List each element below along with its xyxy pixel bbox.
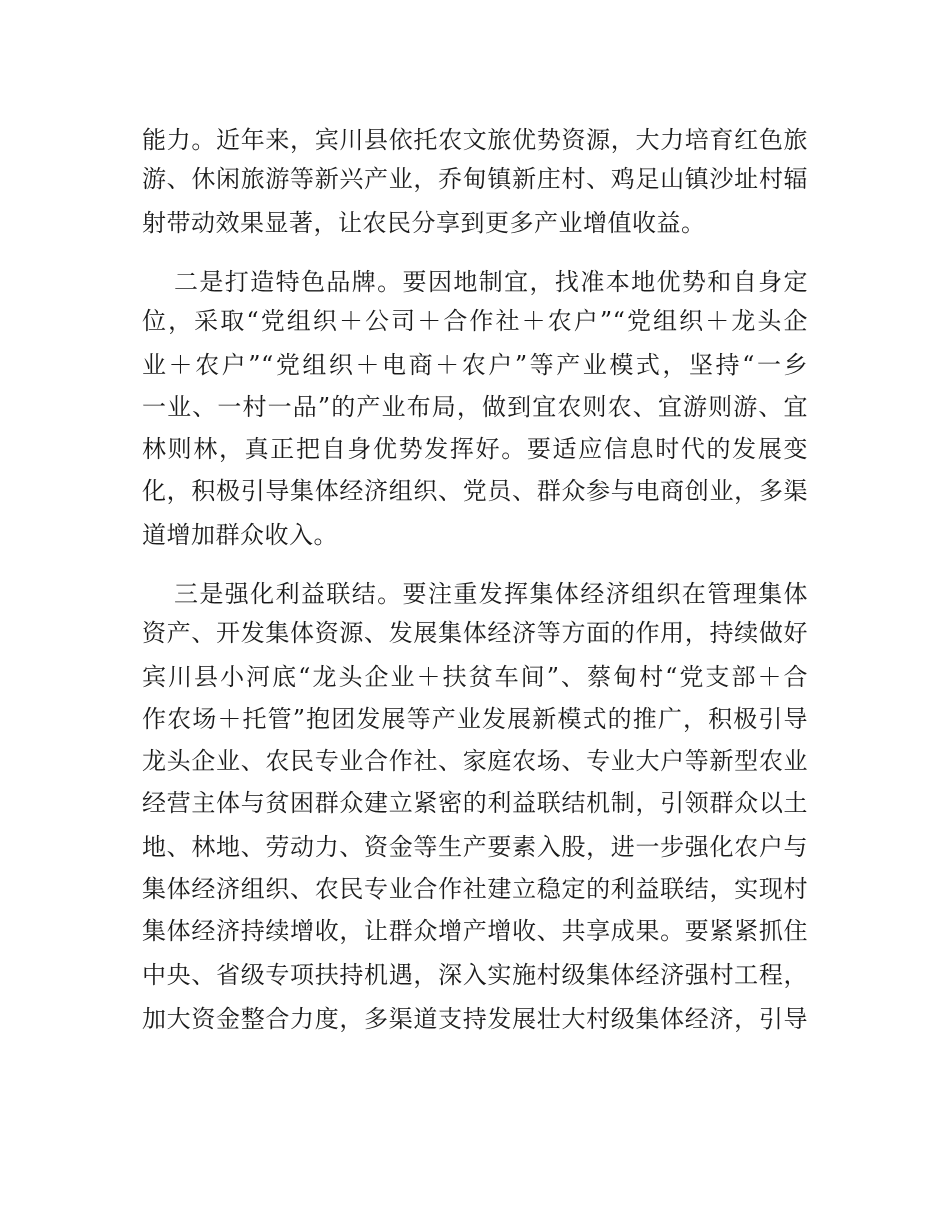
text-line: 集体经济组织、农民专业合作社建立稳定的利益联结，实现村	[142, 875, 808, 903]
text-line: 业＋农户”“党组织＋电商＋农户”等产业模式，坚持“一乡	[142, 351, 808, 379]
text-line: 游、休闲旅游等新兴产业，乔甸镇新庄村、鸡足山镇沙址村辐	[142, 165, 808, 193]
text-line: 射带动效果显著，让农民分享到更多产业增值收益。	[142, 209, 706, 237]
text-line: 地、林地、劳动力、资金等生产要素入股，进一步强化农户与	[142, 833, 808, 861]
text-line: 龙头企业、农民专业合作社、家庭农场、专业大户等新型农业	[142, 747, 808, 775]
text-line: 二是打造特色品牌。要因地制宜，找准本地优势和自身定	[174, 268, 808, 296]
text-line: 位，采取“党组织＋公司＋合作社＋农户”“党组织＋龙头企	[142, 307, 808, 335]
text-line: 作农场＋托管”抱团发展等产业发展新模式的推广，积极引导	[142, 705, 808, 733]
text-line: 一业、一村一品”的产业布局，做到宜农则农、宜游则游、宜	[142, 393, 808, 421]
text-line: 资产、开发集体资源、发展集体经济等方面的作用，持续做好	[142, 619, 808, 647]
text-line: 化，积极引导集体经济组织、党员、群众参与电商创业，多渠	[142, 477, 808, 505]
text-line: 道增加群众收入。	[142, 521, 338, 549]
text-line: 宾川县小河底“龙头企业＋扶贫车间”、蔡甸村“党支部＋合	[142, 663, 808, 691]
text-line: 集体经济持续增收，让群众增产增收、共享成果。要紧紧抓住	[142, 917, 808, 945]
text-line: 三是强化利益联结。要注重发挥集体经济组织在管理集体	[174, 580, 808, 608]
text-line: 中央、省级专项扶持机遇，深入实施村级集体经济强村工程，	[142, 961, 808, 989]
text-line: 经营主体与贫困群众建立紧密的利益联结机制，引领群众以土	[142, 789, 808, 817]
text-line: 能力。近年来，宾川县依托农文旅优势资源，大力培育红色旅	[142, 126, 808, 154]
text-line: 林则林，真正把自身优势发挥好。要适应信息时代的发展变	[142, 435, 808, 463]
text-line: 加大资金整合力度，多渠道支持发展壮大村级集体经济，引导	[142, 1005, 808, 1033]
